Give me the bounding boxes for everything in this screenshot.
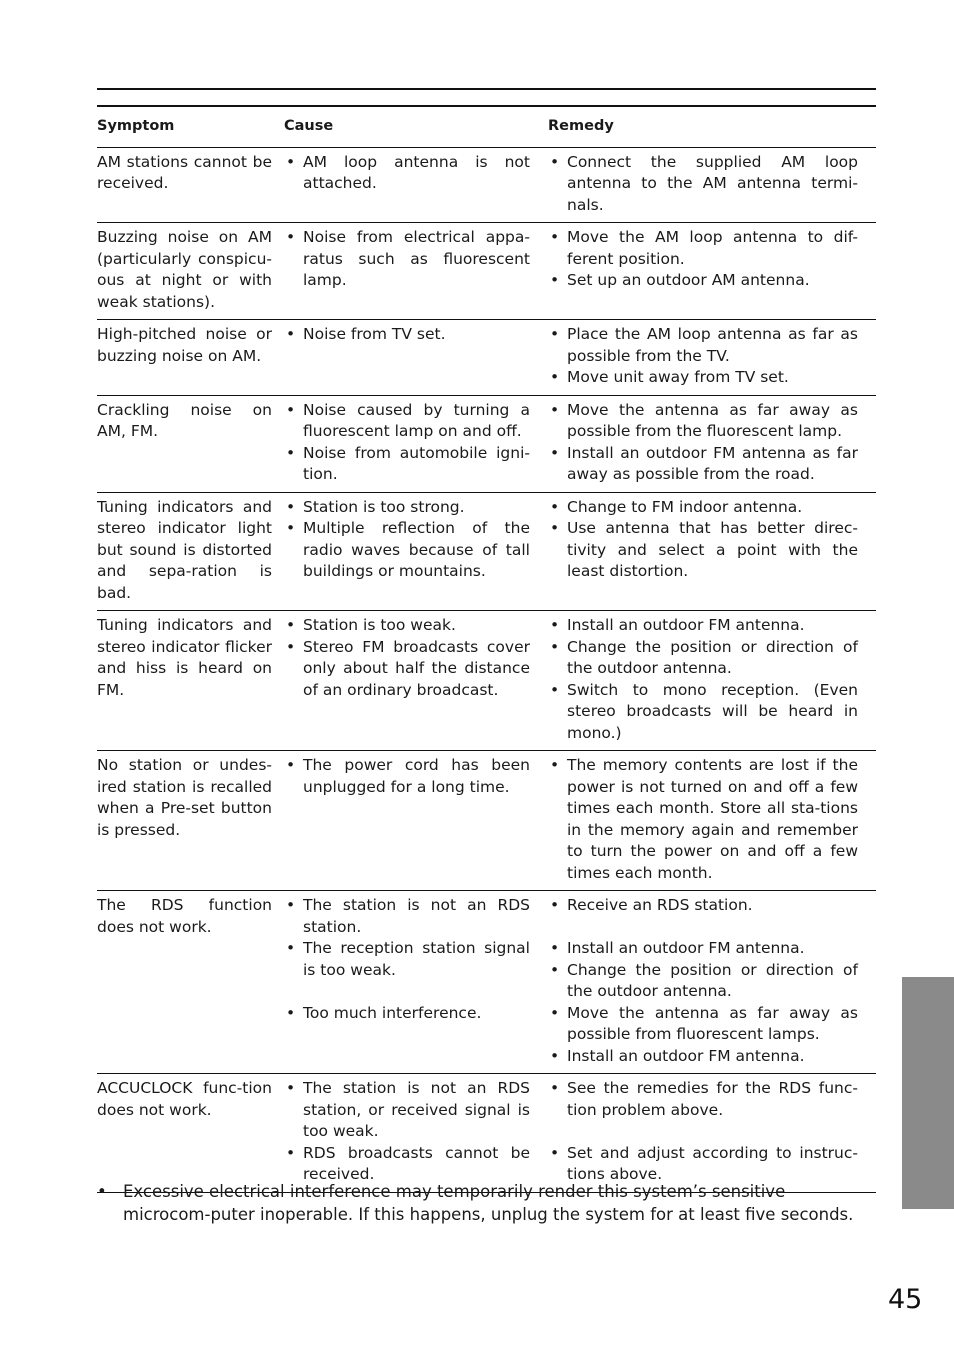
cause-item: • Noise caused by turning a fluorescent lamp on and off. (284, 400, 530, 443)
remedy-item: • Change the position or direction of the outdoor antenna. (548, 637, 858, 680)
note-text: Excessive electrical interference may temporarily render this system’s sensitive microcom-puter inoperable. If this happens, unplug the system for at least five seconds. (123, 1182, 854, 1224)
remedy-list (548, 615, 858, 744)
remedy-cell (548, 611, 876, 751)
cause-cell (284, 395, 548, 492)
symptom-cell: Tuning indicators and stereo indicator flicker and hiss is heard on FM. (97, 611, 284, 751)
cause-item: • AM loop antenna is not attached. (284, 152, 530, 195)
note-bullet: • (97, 1182, 107, 1201)
remedy-cell (548, 147, 876, 223)
remedy-list (548, 152, 858, 217)
cause-list (284, 227, 530, 292)
remedy-cell (548, 320, 876, 396)
remedy-item: • Install an outdoor FM antenna. (548, 1046, 858, 1068)
remedy-item: • Switch to mono reception. (Even stereo broadcasts will be heard in mono.) (548, 680, 858, 745)
cause-item: • Stereo FM broadcasts cover only about half the distance of an ordinary broadcast. (284, 637, 530, 702)
remedy-cell (548, 223, 876, 320)
cause-item: • Noise from electrical appa-ratus such as fluorescent lamp. (284, 227, 530, 292)
section-side-tab (902, 977, 954, 1209)
remedy-cell (548, 492, 876, 611)
cause-item: • Station is too weak. (284, 615, 530, 637)
table-row (97, 223, 876, 320)
remedy-item: • Move the antenna as far away as possible from fluorescent lamps. (548, 1003, 858, 1046)
remedy-list (548, 400, 858, 486)
symptom-cell: The RDS function does not work. (97, 891, 284, 1074)
cause-item: • Multiple reflection of the radio waves because of tall buildings or mountains. (284, 518, 530, 583)
remedy-list (548, 324, 858, 389)
cause-cell (284, 223, 548, 320)
cause-item: • Noise from automobile igni-tion. (284, 443, 530, 486)
remedy-list (548, 227, 858, 292)
remedy-item: • Connect the supplied AM loop antenna to the AM antenna termi-nals. (548, 152, 858, 217)
cause-item: • Noise from TV set. (284, 324, 530, 346)
remedy-item: • See the remedies for the RDS func-tion problem above. (548, 1078, 858, 1121)
symptom-cell: High-pitched noise or buzzing noise on AM. (97, 320, 284, 396)
table-row (97, 395, 876, 492)
cause-list (284, 755, 530, 798)
cause-item: • The station is not an RDS station. (284, 895, 530, 938)
cause-cell (284, 751, 548, 891)
remedy-item: • Set and adjust according to instruc-tions above. (548, 1143, 858, 1186)
symptom-cell: ACCUCLOCK func-tion does not work. (97, 1074, 284, 1193)
interference-note (97, 1180, 857, 1226)
remedy-item: • Move unit away from TV set. (548, 367, 858, 389)
symptom-cell: Crackling noise on AM, FM. (97, 395, 284, 492)
table-row (97, 611, 876, 751)
remedy-item: • Install an outdoor FM antenna. (548, 938, 858, 960)
cause-list (284, 497, 530, 583)
table-row (97, 891, 876, 1074)
cause-list (284, 1078, 530, 1186)
remedy-item: • Change the position or direction of the outdoor antenna. (548, 960, 858, 1003)
remedy-item: • Move the antenna as far away as possible from the fluorescent lamp. (548, 400, 858, 443)
cause-cell (284, 1074, 548, 1193)
top-rule (97, 88, 876, 90)
cause-item: • The station is not an RDS station, or received signal is too weak. (284, 1078, 530, 1143)
cause-item: • Too much interference. (284, 1003, 530, 1025)
remedy-item: • The memory contents are lost if the power is not turned on and off a few times each month. Store all sta-tions in the memory again and remember to turn the power on and off a few times each month. (548, 755, 858, 884)
remedy-cell (548, 1074, 876, 1193)
remedy-list (548, 755, 858, 884)
cause-cell (284, 891, 548, 1074)
remedy-item: • Install an outdoor FM antenna as far away as possible from the road. (548, 443, 858, 486)
table-row (97, 147, 876, 223)
cause-item: • RDS broadcasts cannot be received. (284, 1143, 530, 1186)
page-number: 45 (888, 1284, 923, 1315)
cause-item: • The power cord has been unplugged for a long time. (284, 755, 530, 798)
remedy-item: • Move the AM loop antenna to dif-ferent position. (548, 227, 858, 270)
cause-cell (284, 611, 548, 751)
remedy-list (548, 497, 858, 583)
table-row (97, 492, 876, 611)
remedy-item: • Change to FM indoor antenna. (548, 497, 858, 519)
cause-list (284, 615, 530, 701)
remedy-item: • Receive an RDS station. (548, 895, 858, 917)
remedy-list (548, 1078, 858, 1186)
table-row (97, 320, 876, 396)
remedy-item: • Install an outdoor FM antenna. (548, 615, 858, 637)
remedy-cell (548, 395, 876, 492)
cause-list (284, 324, 530, 346)
table-header-row (97, 106, 876, 147)
remedy-item: • Place the AM loop antenna as far as possible from the TV. (548, 324, 858, 367)
remedy-item: • Use antenna that has better direc-tivity and select a point with the least distortion. (548, 518, 858, 583)
cause-item: • The reception station signal is too weak. (284, 938, 530, 981)
cause-list (284, 400, 530, 486)
cause-list (284, 152, 530, 195)
remedy-cell (548, 891, 876, 1074)
header-cause: Cause (284, 106, 548, 147)
symptom-cell: Tuning indicators and stereo indicator light but sound is distorted and sepa-ration is bad. (97, 492, 284, 611)
header-remedy: Remedy (548, 106, 876, 147)
remedy-item: • Set up an outdoor AM antenna. (548, 270, 858, 292)
header-symptom: Symptom (97, 106, 284, 147)
remedy-list (548, 895, 858, 1067)
table-row (97, 1074, 876, 1193)
cause-item: • Station is too strong. (284, 497, 530, 519)
symptom-cell: AM stations cannot be received. (97, 147, 284, 223)
remedy-cell (548, 751, 876, 891)
cause-cell (284, 320, 548, 396)
table-row (97, 751, 876, 891)
troubleshooting-table (97, 105, 876, 1193)
symptom-cell: Buzzing noise on AM (particularly conspicu-ous at night or with weak stations). (97, 223, 284, 320)
cause-cell (284, 147, 548, 223)
cause-list (284, 895, 530, 1024)
symptom-cell: No station or undes-ired station is recalled when a Pre-set button is pressed. (97, 751, 284, 891)
cause-cell (284, 492, 548, 611)
